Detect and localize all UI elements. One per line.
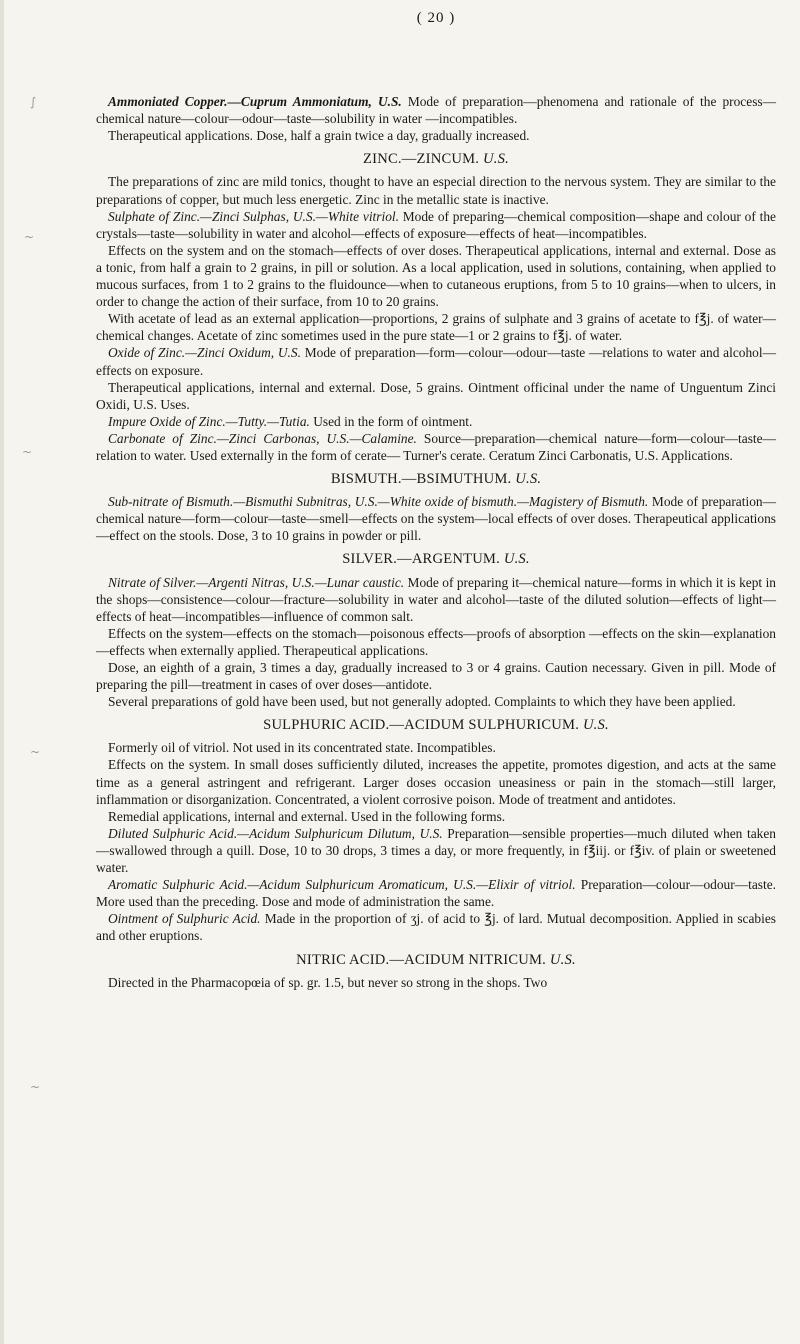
entry-text: Several preparations of gold have been used, but not generally adopted. Complaints to which they have been applied. (108, 694, 736, 710)
paragraph (96, 173, 776, 207)
entry-text: Effects on the system and on the stomach—effects of over doses. Therapeutical applications, internal and external. Dose as a tonic, from half a grain to 2 grains, in pill or solution. As a local application, used in solutions, containing, when applied to mucous surfaces, from 1 to 2 grains to the fluidounce—when to cutaneous eruptions, from 5 to 10 grains—when to ulcers, in order to change the action of their surface, from 10 to 20 grains. (96, 242, 776, 310)
entry-text: Effects on the system—effects on the stomach—poisonous effects—proofs of absorption —effects on the skin—explanation—effects when externally applied. Therapeutical applications. (96, 625, 776, 658)
document-page (96, 10, 776, 991)
entry-text: Remedial applications, internal and external. Used in the following forms. (108, 808, 506, 824)
entry-text: Effects on the system. In small doses sufficiently diluted, increases the appetite, promotes digestion, and acts at the same time as a general astringent and refrigerant. Larger doses occasion uneasiness or pain in the stomach—still larger, inflammation or disorganization. Concentrated, a violent corrosive poison. Mode of treatment and antidotes. (96, 757, 776, 807)
paragraph (96, 974, 776, 991)
entry-title: Ointment of Sulphuric Acid. (108, 911, 261, 927)
section-bismuth (96, 471, 776, 544)
entry-text: The preparations of zinc are mild tonics, thought to have an especial direction to the nervous system. They are similar to the preparations of copper, but much less energetic. Zinc in the metallic state is inactive. (96, 174, 776, 207)
paragraph (96, 310, 776, 344)
paragraph (96, 344, 776, 378)
heading-suffix: U.S. (515, 471, 542, 488)
entry-title: Diluted Sulphuric Acid.—Acidum Sulphuricum Dilutum, U.S. (108, 825, 443, 841)
entry-text: Used in the form of ointment. (309, 413, 473, 429)
entry-text: Preparation—colour—odour—taste. More used than the preceding. Dose and mode of administration the same. (96, 877, 776, 910)
section-heading (96, 471, 776, 488)
section-sulphuric-acid (96, 717, 776, 944)
section-ammoniated-copper (96, 93, 776, 144)
section-heading (96, 717, 776, 734)
entry-text: Directed in the Pharmacopœia of sp. gr. 1.5, but never so strong in the shops. Two (108, 974, 548, 990)
entry-text: Mode of preparation—phenomena and rationale of the process—chemical nature—colour—odour—taste—solubility in water —incompatibles. (96, 94, 777, 127)
entry-text: Made in the proportion of ʒj. of acid to ℥j. of lard. Mutual decomposition. Applied in scabies and other eruptions. (96, 911, 776, 944)
paragraph (96, 242, 776, 310)
paragraph (96, 430, 776, 464)
heading-text: SILVER.—ARGENTUM. (342, 551, 500, 568)
entry-title: Aromatic Sulphuric Acid.—Acidum Sulphuricum Aromaticum, U.S.—Elixir of vitriol. (108, 877, 576, 893)
margin-annotation-mark: ~ (30, 1080, 41, 1094)
section-nitric-acid (96, 952, 776, 991)
entry-text: Source—preparation—chemical nature—form—colour—taste—relation to water. Used externally in the form of cerate— Turner's cerate. Ceratum Zinci Carbonatis, U.S. Applications. (96, 430, 776, 463)
heading-suffix: U.S. (549, 951, 576, 968)
heading-suffix: U.S. (582, 717, 609, 734)
paragraph (96, 127, 776, 144)
entry-title: Nitrate of Silver.—Argenti Nitras, U.S.—Lunar caustic. (108, 574, 405, 590)
margin-annotation-mark: ~ (30, 745, 41, 759)
paragraph (96, 208, 776, 242)
heading-suffix: U.S. (483, 151, 509, 168)
entry-text: Dose, an eighth of a grain, 3 times a day, gradually increased to 3 or 4 grains. Caution necessary. Given in pill. Mode of preparing the pill—treatment in cases of over doses—antidote. (96, 660, 776, 693)
paragraph (96, 808, 776, 825)
paragraph (96, 659, 776, 693)
margin-annotation-mark: ∫ (30, 95, 37, 109)
section-heading (96, 151, 776, 168)
paragraph (96, 93, 776, 127)
margin-annotation-mark: ~ (24, 230, 35, 244)
paragraph (96, 825, 776, 876)
entry-text: Therapeutical applications. Dose, half a grain twice a day, gradually increased. (108, 128, 530, 144)
paragraph (96, 625, 776, 659)
entry-text: With acetate of lead as an external application—proportions, 2 grains of sulphate and 3 grains of acetate to f℥j. of water—chemical changes. Acetate of zinc sometimes used in the pure state—1 or 2 grains to f℥j. of water. (96, 311, 776, 344)
entry-title: Carbonate of Zinc.—Zinci Carbonas, U.S.—Calamine. (108, 430, 417, 446)
section-heading (96, 551, 776, 568)
heading-text: SULPHURIC ACID.—ACIDUM SULPHURICUM. (263, 717, 580, 734)
entry-title: Oxide of Zinc.—Zinci Oxidum, U.S. (108, 345, 301, 361)
entry-title: Sub-nitrate of Bismuth.—Bismuthi Subnitras, U.S.—White oxide of bismuth.—Magistery of Bismuth. (108, 494, 649, 510)
entry-title: Impure Oxide of Zinc.—Tutty.—Tutia. (108, 413, 310, 429)
entry-title: Sulphate of Zinc.—Zinci Sulphas, U.S.—White vitriol. (108, 208, 399, 224)
section-silver (96, 551, 776, 710)
section-zinc (96, 151, 776, 464)
paragraph (96, 493, 776, 544)
entry-text: Preparation—sensible properties—much diluted when taken—swallowed through a quill. Dose, 10 to 30 drops, 3 times a day, or more frequently, in f℥iij. or f℥iv. of plain or sweetened water. (96, 825, 777, 876)
heading-suffix: U.S. (503, 551, 530, 568)
entry-text: Formerly oil of vitriol. Not used in its concentrated state. Incompatibles. (108, 740, 496, 756)
paragraph (96, 756, 776, 807)
heading-text: ZINC.—ZINCUM. (363, 151, 480, 168)
paragraph (96, 910, 776, 944)
entry-text: Mode of preparation—form—colour—odour—taste —relations to water and alcohol—effects on exposure. (96, 345, 776, 378)
paragraph (96, 876, 776, 910)
entry-text: Mode of preparing—chemical composition—shape and colour of the crystals—taste—solubility in water and alcohol—effects of exposure—effects of heat—incompatibles. (96, 208, 776, 241)
paragraph (96, 693, 776, 710)
paragraph (96, 739, 776, 756)
entry-text: Mode of preparing it—chemical nature—forms in which it is kept in the shops—consistence—colour—fracture—solubility in water and alcohol—taste of the diluted solution—effects of light—effects of heat—incompatibles—influence of common salt. (96, 574, 776, 624)
entry-text: Therapeutical applications, internal and external. Dose, 5 grains. Ointment officinal under the name of Unguentum Zinci Oxidi, U.S. Uses. (96, 379, 776, 412)
entry-title: Ammoniated Copper.—Cuprum Ammoniatum, U.S. (108, 94, 402, 110)
paragraph (96, 574, 776, 625)
page-edge-shadow (0, 0, 4, 1344)
section-heading (96, 952, 776, 969)
paragraph (96, 379, 776, 413)
heading-text: NITRIC ACID.—ACIDUM NITRICUM. (296, 951, 547, 968)
paragraph (96, 413, 776, 430)
margin-annotation-mark: ~ (22, 445, 33, 459)
entry-text: Mode of preparation—chemical nature—form—colour—taste—smell—effects on the system—local effects of over doses. Therapeutical applications—effect on the stools. Dose, 3 to 10 grains in powder or pill. (96, 494, 776, 544)
page-number: ( 20 ) (416, 10, 456, 26)
heading-text: BISMUTH.—BSIMUTHUM. (330, 471, 512, 488)
